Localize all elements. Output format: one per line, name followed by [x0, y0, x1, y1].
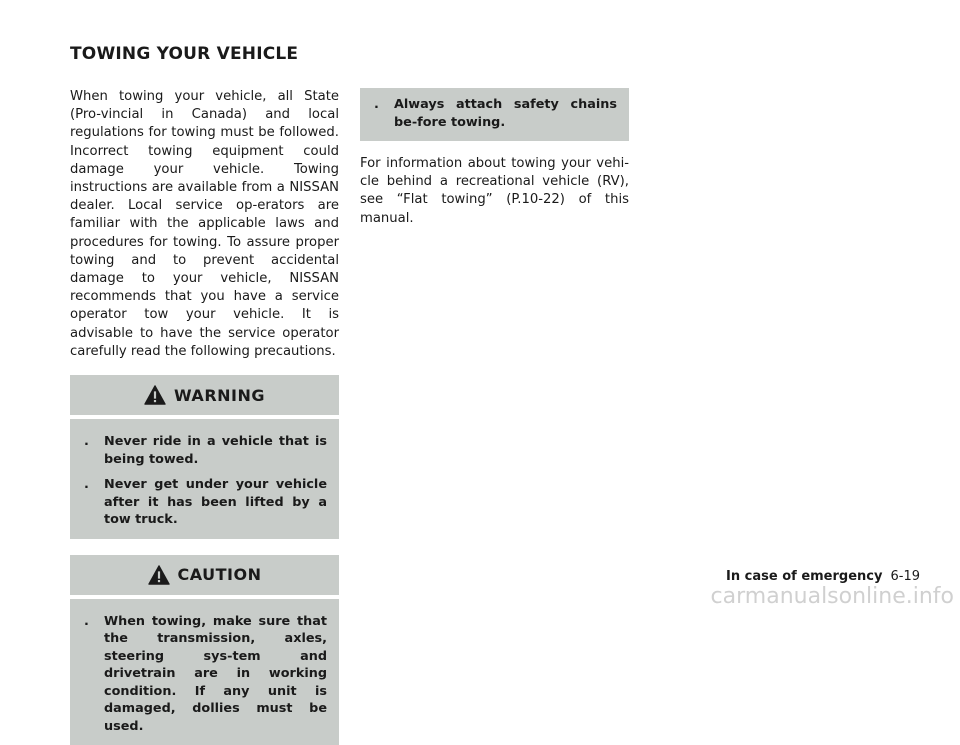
- caution-list: [82, 613, 327, 736]
- warning-header: [82, 375, 327, 415]
- warning-list: [82, 433, 327, 529]
- warning-divider: [70, 415, 339, 419]
- warning-item-text: Never get under your vehicle after it has been lifted by a tow truck.: [104, 477, 327, 528]
- page-footer: [726, 569, 920, 584]
- caution-divider: [70, 595, 339, 599]
- page-number: 6-19: [890, 569, 920, 584]
- caution-header: [82, 555, 327, 595]
- list-item: . Never get under your vehicle after it has been lifted by a tow truck.: [84, 477, 327, 528]
- safety-chain-list: [372, 96, 617, 131]
- watermark: carmanualsonline.info: [710, 584, 954, 609]
- rv-towing-paragraph: For information about towing your vehi-cle behind a recreational vehicle (RV), see “Flat towing” (P.10-22) of this manual.: [360, 156, 629, 226]
- warning-triangle-icon: [148, 565, 170, 585]
- left-column: [70, 88, 339, 745]
- caution-box: [70, 555, 339, 745]
- list-item: . Always attach safety chains be-fore towing.: [374, 97, 617, 130]
- warning-title: WARNING: [174, 385, 265, 405]
- warning-item-text: Never ride in a vehicle that is being towed.: [104, 434, 327, 467]
- caution-title: CAUTION: [177, 565, 262, 585]
- list-item: . Never ride in a vehicle that is being towed.: [84, 434, 327, 467]
- list-item: . When towing, make sure that the transmission, axles, steering sys-tem and drivetrain are in working condition. If any unit is damaged, dollies must be used.: [84, 613, 327, 734]
- intro-paragraph: When towing your vehicle, all State (Pro-vincial in Canada) and local regulations for towing must be followed. Incorrect towing equipment could damage your vehicle. Towing instructions are available from a NISSAN dealer. Local service op-erators are familiar with the applicable laws and procedures for towing. To assure proper towing and to prevent accidental damage to your vehicle, NISSAN recommends that you have a service operator tow your vehicle. It is advisable to have the service operator carefully read the following precautions.: [70, 89, 339, 359]
- section-title: TOWING YOUR VEHICLE: [70, 44, 299, 64]
- chapter-name: In case of emergency: [726, 569, 883, 584]
- right-column: [360, 88, 629, 228]
- warning-box: [70, 375, 339, 539]
- safety-chain-text: Always attach safety chains be-fore towing.: [394, 97, 617, 130]
- safety-chain-box: [360, 88, 629, 141]
- caution-item-text: When towing, make sure that the transmission, axles, steering sys-tem and drivetrain are in working condition. If any unit is damaged, dollies must be used.: [104, 613, 327, 734]
- warning-triangle-icon: [144, 385, 166, 405]
